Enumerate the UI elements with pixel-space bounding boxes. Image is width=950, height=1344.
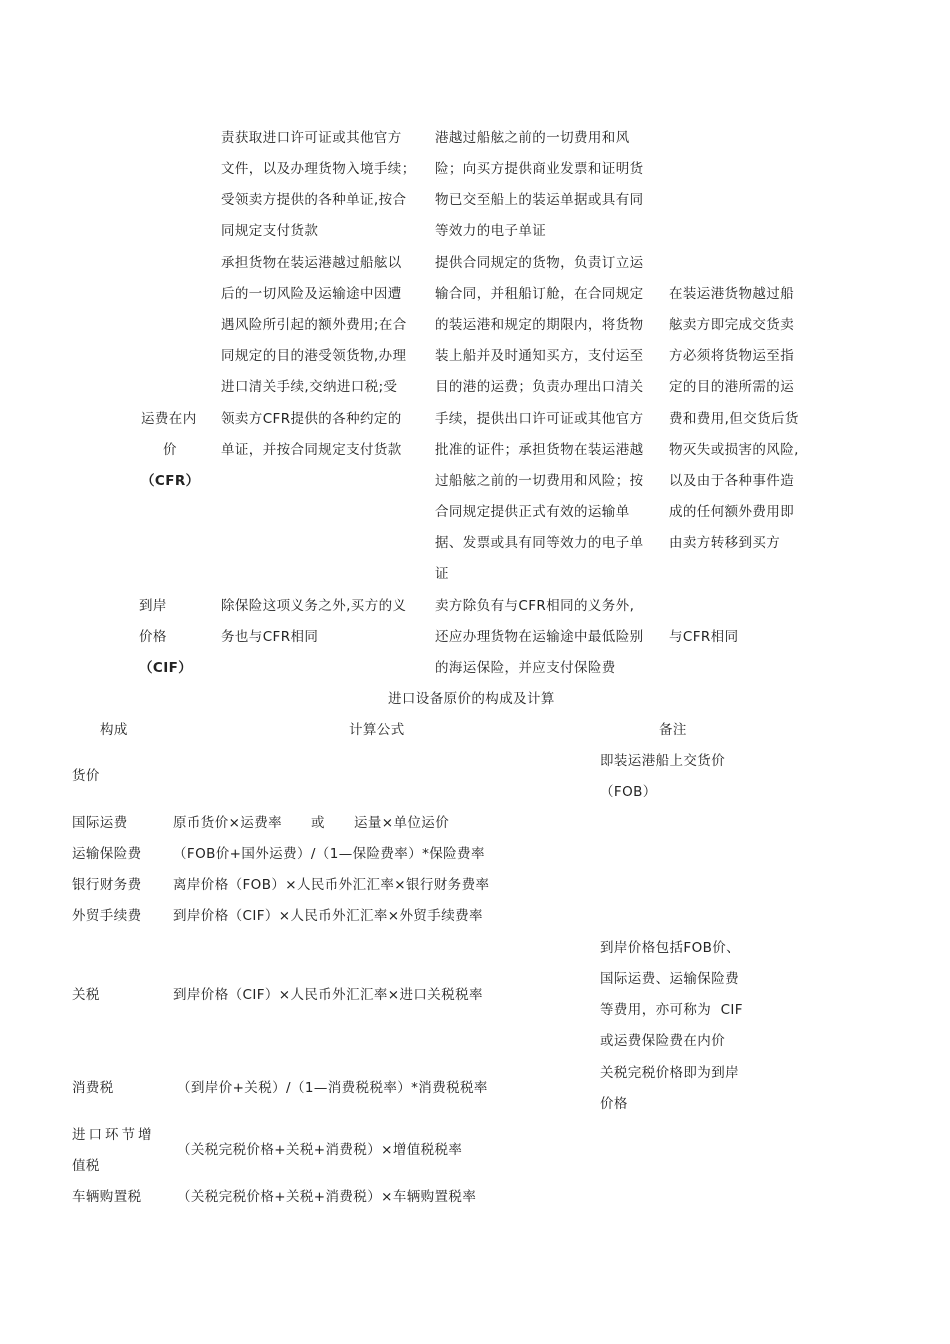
term-line: 到岸 (139, 598, 167, 614)
text-line: 费和费用,但交货后货 (669, 411, 799, 427)
text-line: 物已交至船上的装运单据或具有同 (435, 192, 644, 208)
row-formula: 到岸价格（CIF）×人民币外汇汇率×进口关税税率 (173, 987, 483, 1003)
row-item: 运输保险费 (72, 846, 142, 862)
text-line: 同规定支付货款 (221, 223, 319, 239)
row-formula-or: 或 (311, 815, 325, 831)
row-item: 银行财务费 (72, 877, 142, 893)
text-line: 据、发票或具有同等效力的电子单 (435, 535, 644, 551)
text-line: 过船舷之前的一切费用和风险；按 (435, 473, 644, 489)
text-line: 等效力的电子单证 (435, 223, 547, 239)
row-item: 外贸手续费 (72, 908, 142, 924)
text-line: 文件，以及办理货物入境手续； (221, 161, 416, 177)
row-note: （FOB） (600, 784, 657, 800)
text-line: 险；向买方提供商业发票和证明货 (435, 161, 644, 177)
text-line: 港越过船舷之前的一切费用和风 (435, 130, 630, 146)
row-note: 关税完税价格即为到岸 (600, 1065, 739, 1081)
row-formula: 到岸价格（CIF）×人民币外汇汇率×外贸手续费率 (173, 908, 483, 924)
row-note: 到岸价格包括FOB价、 (600, 940, 741, 956)
text-line: 合同规定提供正式有效的运输单 (435, 504, 630, 520)
header-composition: 构成 (100, 722, 128, 738)
row-item: 值税 (72, 1158, 100, 1174)
text-line: 的装运港和规定的期限内，将货物 (435, 317, 644, 333)
row-item: 车辆购置税 (72, 1189, 142, 1205)
text-line: 还应办理货物在运输途中最低险别 (435, 629, 644, 645)
row-formula: （关税完税价格+关税+消费税）×车辆购置税率 (177, 1189, 477, 1205)
text-line: 物灭失或损害的风险, (669, 442, 799, 458)
text-line: 由卖方转移到买方 (669, 535, 781, 551)
text-line: 受领卖方提供的各种单证,按合 (221, 192, 407, 208)
text-line: 装上船并及时通知买方，支付运至 (435, 348, 644, 364)
row-note: 即装运港船上交货价 (600, 753, 726, 769)
text-line: 的海运保险，并应支付保险费 (435, 660, 616, 676)
text-line: 卖方除负有与CFR相同的义务外, (435, 598, 635, 614)
text-line: 舷卖方即完成交货卖 (669, 317, 795, 333)
table-title: 进口设备原价的构成及计算 (388, 691, 555, 707)
text-line: 与CFR相同 (669, 629, 739, 645)
text-line: 以及由于各种事件造 (669, 473, 795, 489)
row-item: 消费税 (72, 1080, 114, 1096)
row-formula: 离岸价格（FOB）×人民币外汇汇率×银行财务费率 (173, 877, 490, 893)
text-line: 同规定的目的港受领货物,办理 (221, 348, 407, 364)
header-remarks: 备注 (659, 722, 687, 738)
row-note: 价格 (600, 1096, 628, 1112)
term-line: 价 (163, 442, 177, 458)
text-line: 承担货物在装运港越过船舷以 (221, 255, 402, 271)
row-item: 关税 (72, 987, 100, 1003)
row-formula: （FOB价+国外运费）/（1—保险费率）*保险费率 (173, 846, 485, 862)
row-item: 货价 (72, 768, 100, 784)
text-line: 方必须将货物运至指 (669, 348, 795, 364)
text-line: 输合同，并租船订舱，在合同规定 (435, 286, 644, 302)
text-line: 证 (435, 566, 449, 582)
row-formula: 运量×单位运价 (354, 815, 450, 831)
row-note: 或运费保险费在内价 (600, 1033, 726, 1049)
row-note: 国际运费、运输保险费 (600, 971, 739, 987)
row-formula: 原币货价×运费率 (173, 815, 283, 831)
header-formula: 计算公式 (349, 722, 405, 738)
text-line: 提供合同规定的货物，负责订立运 (435, 255, 644, 271)
text-line: 定的目的港所需的运 (669, 379, 795, 395)
row-item: 国际运费 (72, 815, 128, 831)
term-line: 价格 (139, 629, 167, 645)
term-line: （CFR） (141, 473, 200, 489)
text-line: 领卖方CFR提供的各种约定的 (221, 411, 402, 427)
text-line: 在装运港货物越过船 (669, 286, 795, 302)
text-line: 责获取进口许可证或其他官方 (221, 130, 402, 146)
row-formula: （到岸价+关税）/（1—消费税税率）*消费税税率 (177, 1080, 488, 1096)
text-line: 遇风险所引起的额外费用;在合 (221, 317, 407, 333)
text-line: 进口清关手续,交纳进口税;受 (221, 379, 398, 395)
text-line: 目的港的运费；负责办理出口清关 (435, 379, 644, 395)
term-line: （CIF） (139, 660, 193, 676)
text-line: 手续，提供出口许可证或其他官方 (435, 411, 644, 427)
text-line: 成的任何额外费用即 (669, 504, 795, 520)
text-line: 除保险这项义务之外,买方的义 (221, 598, 407, 614)
text-line: 单证，并按合同规定支付货款 (221, 442, 402, 458)
row-formula: （关税完税价格+关税+消费税）×增值税税率 (177, 1142, 463, 1158)
row-item: 进口环节增 (72, 1127, 155, 1143)
row-note: 等费用，亦可称为 CIF (600, 1002, 743, 1018)
text-line: 后的一切风险及运输途中因遭 (221, 286, 402, 302)
text-line: 务也与CFR相同 (221, 629, 319, 645)
text-line: 批准的证件；承担货物在装运港越 (435, 442, 644, 458)
term-line: 运费在内 (141, 411, 197, 427)
